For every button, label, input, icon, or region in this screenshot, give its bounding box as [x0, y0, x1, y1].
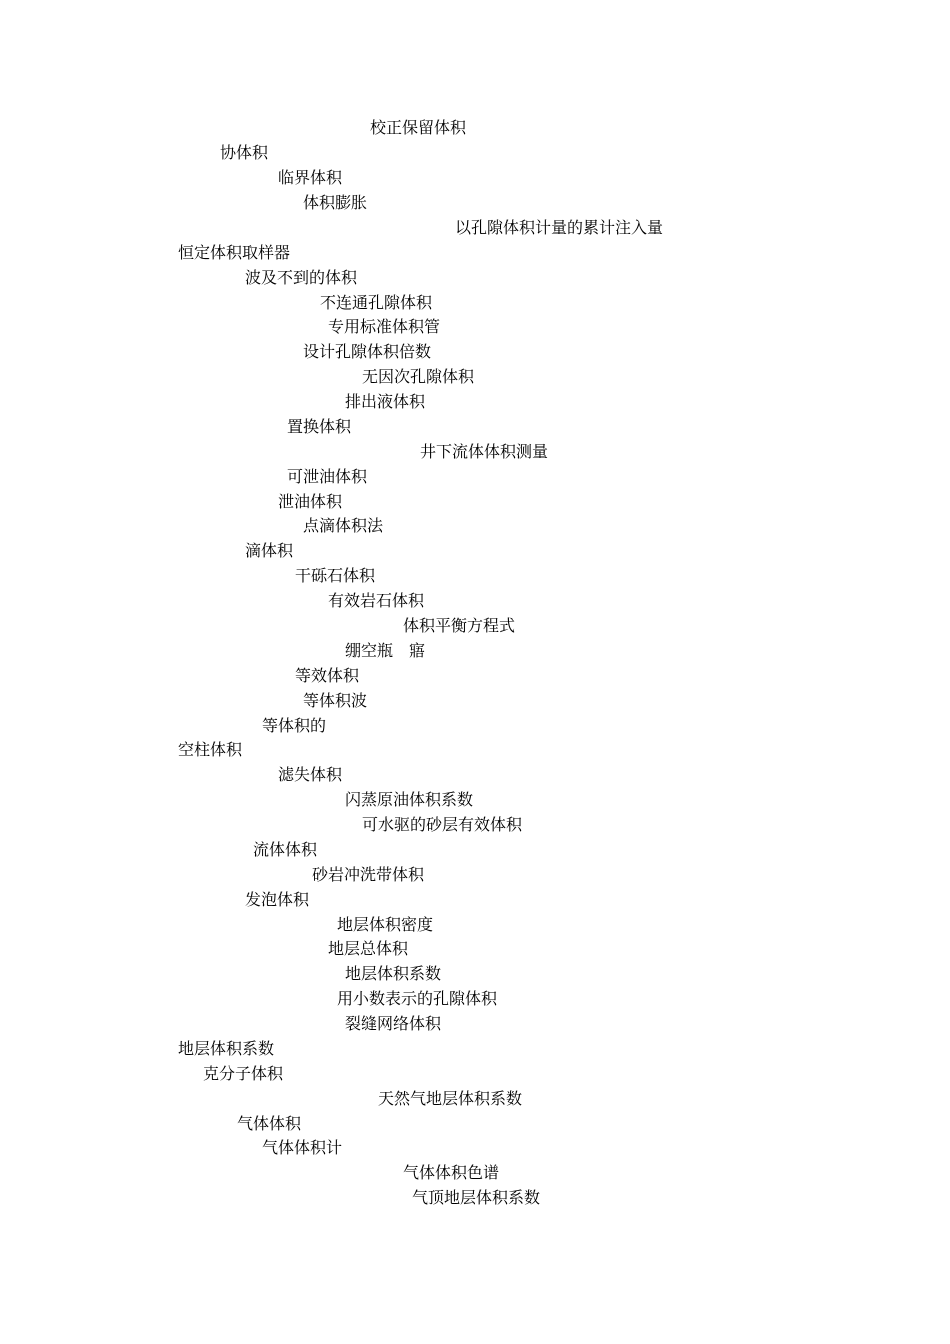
term-line: 闪蒸原油体积系数 [345, 790, 474, 809]
term-line: 专用标准体积管 [328, 317, 441, 336]
term-line: 校正保留体积 [370, 118, 467, 137]
term-line: 无因次孔隙体积 [362, 367, 475, 386]
term-line: 体积膨胀 [303, 193, 368, 212]
term-line: 有效岩石体积 [328, 591, 425, 610]
term-line: 点滴体积法 [303, 516, 384, 535]
term-line: 气顶地层体积系数 [412, 1188, 541, 1207]
term-line: 用小数表示的孔隙体积 [337, 989, 498, 1008]
term-line: 地层体积系数 [345, 964, 442, 983]
term-line: 可泄油体积 [287, 467, 368, 486]
term-line: 发泡体积 [245, 890, 310, 909]
term-line: 体积平衡方程式 [403, 616, 516, 635]
term-line: 气体体积色谱 [403, 1163, 500, 1182]
term-line: 裂缝网络体积 [345, 1014, 442, 1033]
term-line: 地层体积密度 [337, 915, 434, 934]
term-line: 以孔隙体积计量的累计注入量 [455, 218, 664, 237]
term-line: 流体体积 [253, 840, 318, 859]
term-line: 等效体积 [295, 666, 360, 685]
term-line: 泄油体积 [278, 492, 343, 511]
term-line: 等体积波 [303, 691, 368, 710]
term-line: 地层体积系数 [178, 1039, 275, 1058]
term-line: 滴体积 [245, 541, 294, 560]
term-line: 等体积的 [262, 716, 327, 735]
term-line: 砂岩冲洗带体积 [312, 865, 425, 884]
term-line: 波及不到的体积 [245, 268, 358, 287]
term-line: 不连通孔隙体积 [320, 293, 433, 312]
term-line: 气体体积 [237, 1114, 302, 1133]
term-line: 排出液体积 [345, 392, 426, 411]
term-line: 临界体积 [278, 168, 343, 187]
term-line: 空柱体积 [178, 740, 243, 759]
term-line: 克分子体积 [203, 1064, 284, 1083]
term-line: 天然气地层体积系数 [378, 1089, 523, 1108]
term-line: 设计孔隙体积倍数 [303, 342, 432, 361]
term-line: 置换体积 [287, 417, 352, 436]
term-line: 协体积 [220, 143, 269, 162]
term-line: 绷空瓶 寤 [345, 641, 426, 660]
term-line: 可水驱的砂层有效体积 [362, 815, 523, 834]
term-line: 气体体积计 [262, 1138, 343, 1157]
term-line: 干砾石体积 [295, 566, 376, 585]
term-line: 井下流体体积测量 [420, 442, 549, 461]
term-line: 滤失体积 [278, 765, 343, 784]
term-line: 地层总体积 [328, 939, 409, 958]
term-line: 恒定体积取样器 [178, 243, 291, 262]
